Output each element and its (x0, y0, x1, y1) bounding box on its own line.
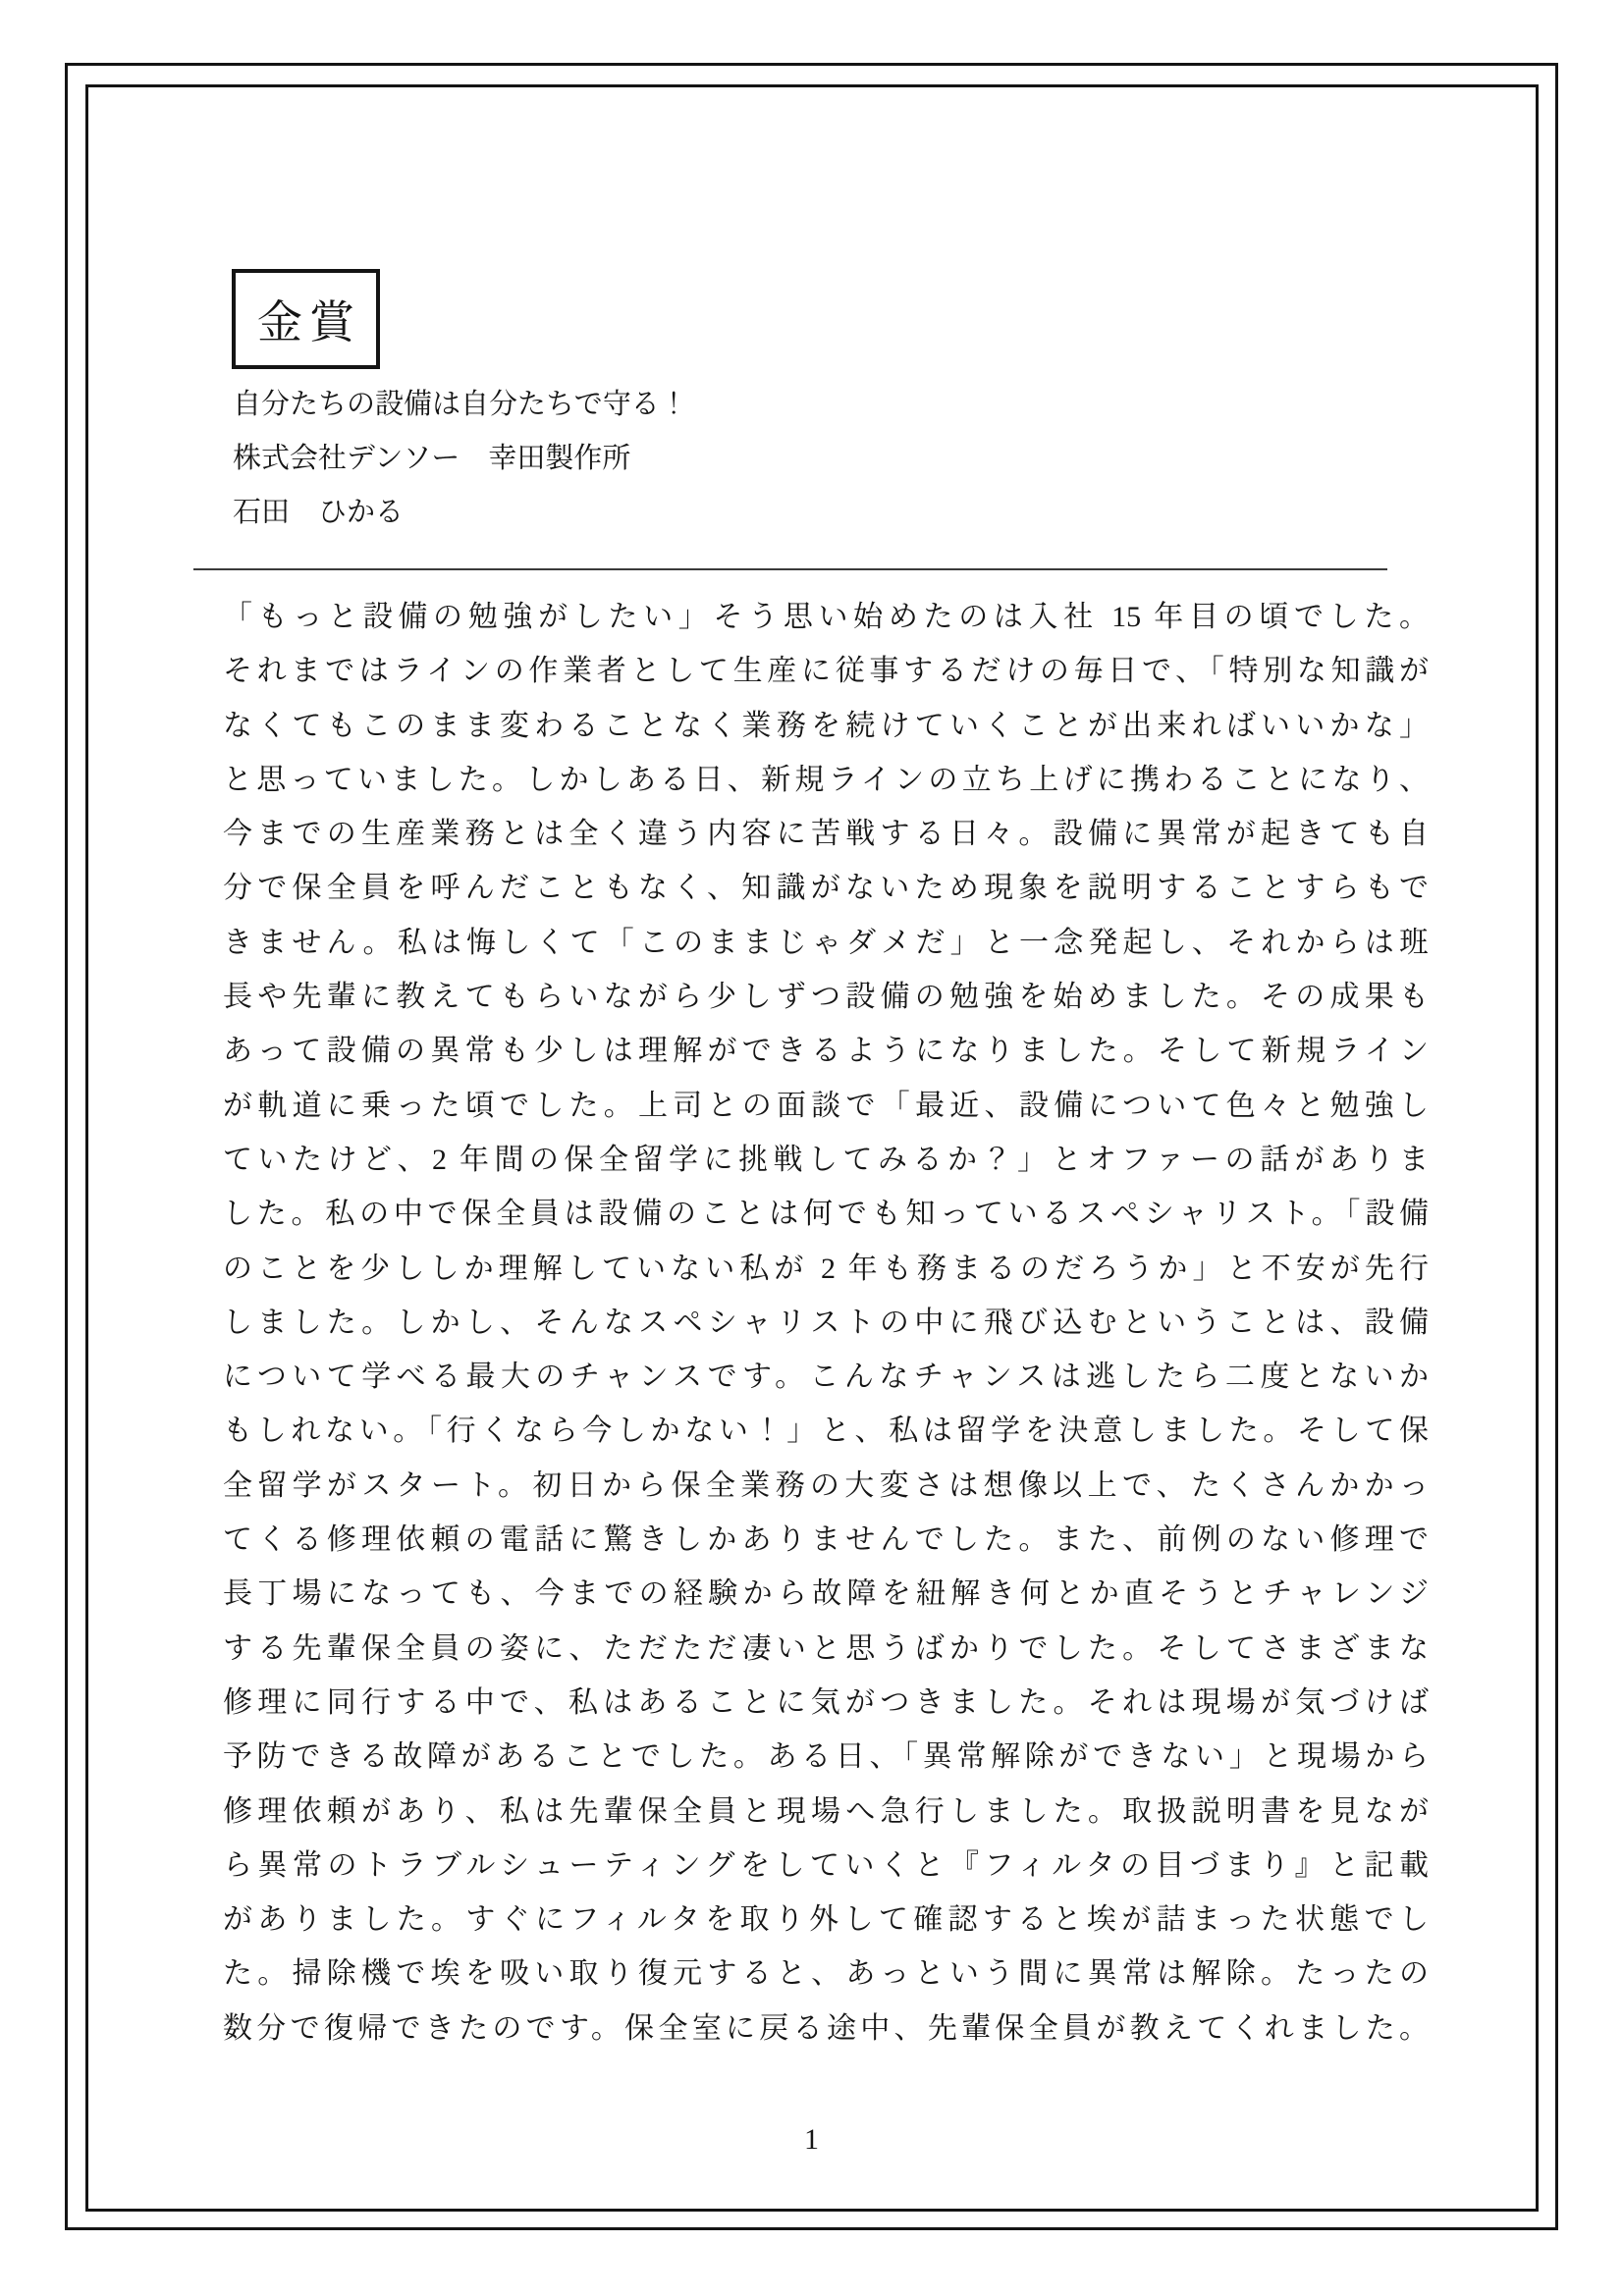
header-divider-rule (193, 568, 1387, 570)
body-text-line: 「もっと設備の勉強がしたい」そう思い始めたのは入社 15 年目の頃でした。 (223, 601, 1429, 633)
body-text-line: のことを少ししか理解していない私が 2 年も務まるのだろうか」と不安が先行 (223, 1252, 1429, 1285)
essay-body-paragraph (223, 590, 1429, 2056)
body-text-line: た。掃除機で埃を吸い取り復元すると、あっという間に異常は解除。たったの (223, 1957, 1429, 1991)
body-text-line: がありました。すぐにフィルタを取り外して確認すると埃が詰まった状態でし (223, 1903, 1429, 1937)
body-text-line: ていたけど、2 年間の保全留学に挑戦してみるか？」とオファーの話がありま (223, 1143, 1429, 1176)
award-badge-box (232, 269, 380, 369)
body-text-line: について学べる最大のチャンスです。こんなチャンスは逃したら二度とないか (223, 1361, 1429, 1394)
body-text-line: 数分で復帰できたのです。保全室に戻る途中、先輩保全員が教えてくれました。 (223, 2011, 1429, 2045)
body-text-line: 全留学がスタート。初日から保全業務の大変さは想像以上で、たくさんかかっ (223, 1468, 1429, 1502)
body-text-line: あって設備の異常も少しは理解ができるようになりました。そして新規ライン (223, 1035, 1429, 1068)
body-text-line: 今までの生産業務とは全く違う内容に苦戦する日々。設備に異常が起きても自 (223, 818, 1429, 851)
body-text-line: と思っていました。しかしある日、新規ラインの立ち上げに携わることになり、 (223, 763, 1429, 796)
body-text-line: 長や先輩に教えてもらいながら少しずつ設備の勉強を始めました。その成果も (223, 981, 1429, 1014)
author-name: 石田 ひかる (233, 497, 405, 528)
body-text-line: なくてもこのまま変わることなく業務を続けていくことが出来ればいいかな」 (223, 709, 1429, 742)
page-number: 1 (804, 2123, 819, 2156)
body-text-line: 修理依頼があり、私は先輩保全員と現場へ急行しました。取扱説明書を見なが (223, 1794, 1429, 1828)
body-text-line: する先輩保全員の姿に、ただただ凄いと思うばかりでした。そしてさまざまな (223, 1631, 1429, 1665)
body-text-line: 分で保全員を呼んだこともなく、知識がないため現象を説明することすらもで (223, 872, 1429, 905)
body-text-line: それまではラインの作業者として生産に従事するだけの毎日で、「特別な知識が (223, 655, 1429, 688)
essay-title: 自分たちの設備は自分たちで守る！ (233, 389, 688, 420)
body-text-line: 修理に同行する中で、私はあることに気がつきました。それは現場が気づけば (223, 1685, 1429, 1719)
body-text-line: もしれない。「行くなら今しかない！」と、私は留学を決意しました。そして保 (223, 1415, 1429, 1448)
body-text-line: きません。私は悔しくて「このままじゃダメだ」と一念発起し、それからは班 (223, 926, 1429, 959)
award-label: 金賞 (257, 297, 361, 347)
body-text-line: 予防できる故障があることでした。ある日、「異常解除ができない」と現場から (223, 1740, 1429, 1774)
body-text-line: しました。しかし、そんなスペシャリストの中に飛び込むということは、設備 (223, 1306, 1429, 1339)
company-name: 株式会社デンソー 幸田製作所 (233, 443, 631, 474)
body-text-line: ら異常のトラブルシューティングをしていくと『フィルタの目づまり』と記載 (223, 1848, 1429, 1882)
body-text-line: てくる修理依頼の電話に驚きしかありませんでした。また、前例のない修理で (223, 1523, 1429, 1557)
body-text-line: が軌道に乗った頃でした。上司との面談で「最近、設備について色々と勉強し (223, 1089, 1429, 1122)
body-text-line: した。私の中で保全員は設備のことは何でも知っているスペシャリスト。「設備 (223, 1198, 1429, 1231)
body-text-line: 長丁場になっても、今までの経験から故障を紐解き何とか直そうとチャレンジ (223, 1577, 1429, 1611)
